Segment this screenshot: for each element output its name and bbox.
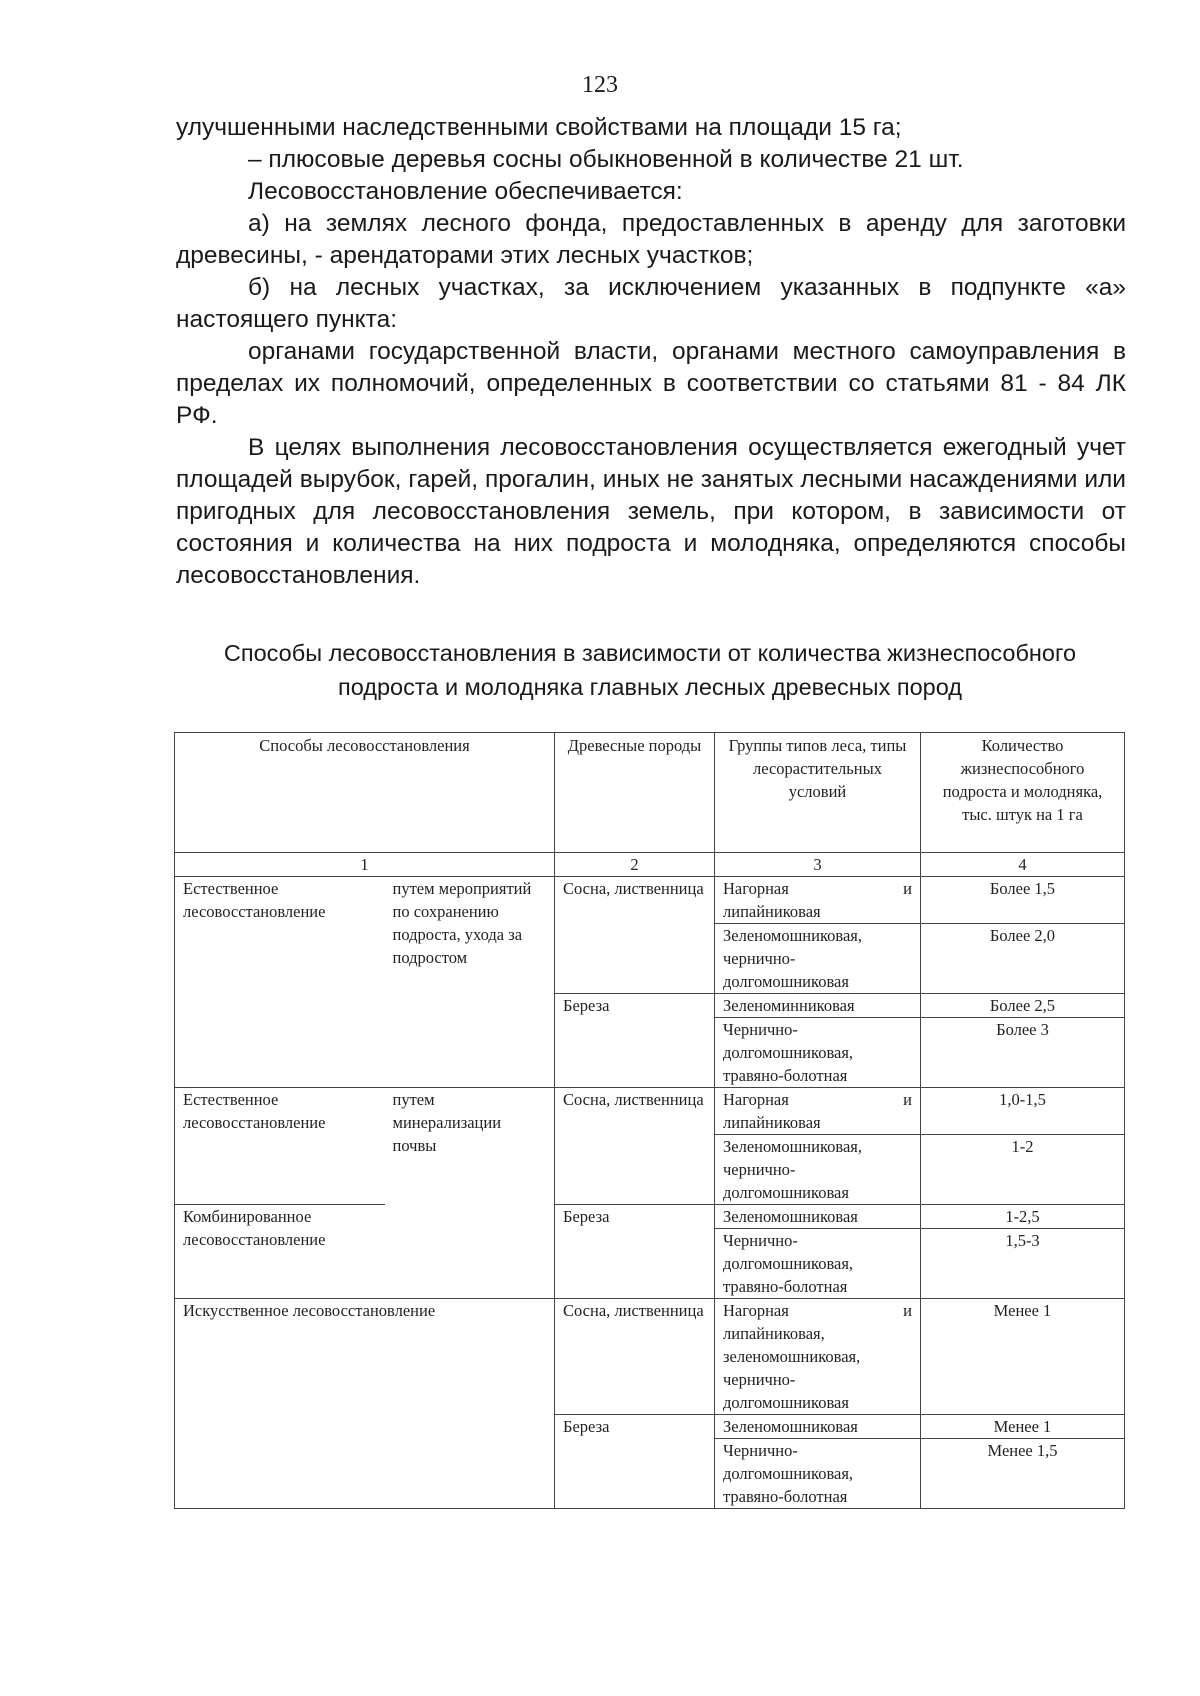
quantity-cell: Менее 1,5 bbox=[921, 1439, 1125, 1509]
body-text bbox=[176, 112, 1126, 592]
quantity-cell: 1-2,5 bbox=[921, 1205, 1125, 1229]
column-number-4: 4 bbox=[921, 853, 1125, 877]
species-cell: Береза bbox=[555, 1415, 715, 1509]
group-cell: Зеленоминниковая bbox=[715, 994, 921, 1018]
table-row bbox=[175, 1088, 1125, 1135]
method-cell: Естественное лесовосстановление bbox=[175, 1088, 385, 1205]
species-cell: Береза bbox=[555, 994, 715, 1088]
table-title bbox=[170, 636, 1130, 704]
table-row bbox=[175, 877, 1125, 924]
submethod-cell: путем мероприятий по сохранению подроста, ухода за подростом bbox=[385, 877, 555, 1088]
group-cell bbox=[715, 1088, 921, 1135]
paragraph-2: – плюсовые деревья сосны обыкновенной в количестве 21 шт. bbox=[248, 146, 964, 173]
method-cell: Искусственное лесовосстановление bbox=[175, 1299, 555, 1509]
paragraph-6: органами государственной власти, органами местного самоуправления в пределах их полномочий, определенных в соответствии со статьями 81 - 84 ЛК РФ. bbox=[176, 338, 1126, 429]
header-groups: Группы типов леса, типы лесорастительных условий bbox=[715, 733, 921, 853]
quantity-cell: Менее 1 bbox=[921, 1299, 1125, 1415]
paragraph-4: а) на землях лесного фонда, предоставленных в аренду для заготовки древесины, - арендаторами этих лесных участков; bbox=[176, 210, 1126, 269]
group-text: и bbox=[903, 1301, 912, 1320]
column-number-3: 3 bbox=[715, 853, 921, 877]
group-cell: Зеленомошниковая, чернично-долгомошниковая bbox=[715, 1135, 921, 1205]
method-cell: Комбинированное лесовосстановление bbox=[175, 1205, 385, 1299]
group-cell: Зеленомошниковая bbox=[715, 1205, 921, 1229]
group-cell bbox=[715, 1299, 921, 1415]
quantity-cell: Менее 1 bbox=[921, 1415, 1125, 1439]
group-cell: Зеленомошниковая bbox=[715, 1415, 921, 1439]
group-cell bbox=[715, 877, 921, 924]
group-text: и bbox=[903, 1090, 912, 1109]
group-text: зеленомошниковая, чернично-долгомошниковая bbox=[723, 1347, 861, 1412]
group-text: Нагорная bbox=[723, 1301, 789, 1320]
group-cell: Чернично-долгомошниковая, травяно-болотная bbox=[715, 1229, 921, 1299]
paragraph-1: улучшенными наследственными свойствами на площади 15 га; bbox=[176, 114, 902, 141]
species-cell: Сосна, лиственница bbox=[555, 877, 715, 994]
species-cell: Сосна, лиственница bbox=[555, 1088, 715, 1205]
species-cell: Береза bbox=[555, 1205, 715, 1299]
header-quantity: Количество жизнеспособного подроста и молодняка, тыс. штук на 1 га bbox=[921, 733, 1125, 853]
table-row bbox=[175, 1205, 1125, 1229]
table-title-line-1: Способы лесовосстановления в зависимости от количества жизнеспособного bbox=[223, 640, 1077, 666]
group-text: Нагорная bbox=[723, 1090, 789, 1109]
group-text: Нагорная bbox=[723, 879, 789, 898]
header-methods: Способы лесовосстановления bbox=[175, 733, 555, 853]
group-cell: Зеленомошниковая, чернично-долгомошниковая bbox=[715, 924, 921, 994]
column-number-row bbox=[175, 853, 1125, 877]
column-number-1: 1 bbox=[175, 853, 555, 877]
methods-table bbox=[174, 732, 1125, 1509]
group-text: липайниковая bbox=[723, 902, 821, 921]
paragraph-7: В целях выполнения лесовосстановления осуществляется ежегодный учет площадей вырубок, гарей, прогалин, иных не занятых лесными насаждениями или пригодных для лесовосстановления земель, при котором, в зависимости от состояния и количества на них подроста и молодняка, определяются способы лесовосстановления. bbox=[176, 434, 1126, 589]
submethod-cell: путем минерализации почвы bbox=[385, 1088, 555, 1299]
species-cell: Сосна, лиственница bbox=[555, 1299, 715, 1415]
quantity-cell: Более 3 bbox=[921, 1018, 1125, 1088]
table-title-line-2: подроста и молодняка главных лесных древесных пород bbox=[337, 674, 962, 700]
quantity-cell: Более 2,5 bbox=[921, 994, 1125, 1018]
quantity-cell: 1-2 bbox=[921, 1135, 1125, 1205]
paragraph-3: Лесовосстановление обеспечивается: bbox=[248, 178, 683, 205]
group-cell: Чернично-долгомошниковая, травяно-болотная bbox=[715, 1439, 921, 1509]
method-cell: Естественное лесовосстановление bbox=[175, 877, 385, 1088]
group-cell: Чернично-долгомошниковая, травяно-болотная bbox=[715, 1018, 921, 1088]
group-text: и bbox=[903, 879, 912, 898]
table-row bbox=[175, 1299, 1125, 1415]
group-text: липайниковая, bbox=[723, 1324, 825, 1343]
quantity-cell: 1,0-1,5 bbox=[921, 1088, 1125, 1135]
quantity-cell: Более 2,0 bbox=[921, 924, 1125, 994]
quantity-cell: 1,5-3 bbox=[921, 1229, 1125, 1299]
paragraph-5: б) на лесных участках, за исключением указанных в подпункте «а» настоящего пункта: bbox=[176, 274, 1126, 333]
header-species: Древесные породы bbox=[555, 733, 715, 853]
page-number: 123 bbox=[582, 72, 618, 98]
column-number-2: 2 bbox=[555, 853, 715, 877]
group-text: липайниковая bbox=[723, 1113, 821, 1132]
quantity-cell: Более 1,5 bbox=[921, 877, 1125, 924]
table-header-row bbox=[175, 733, 1125, 853]
